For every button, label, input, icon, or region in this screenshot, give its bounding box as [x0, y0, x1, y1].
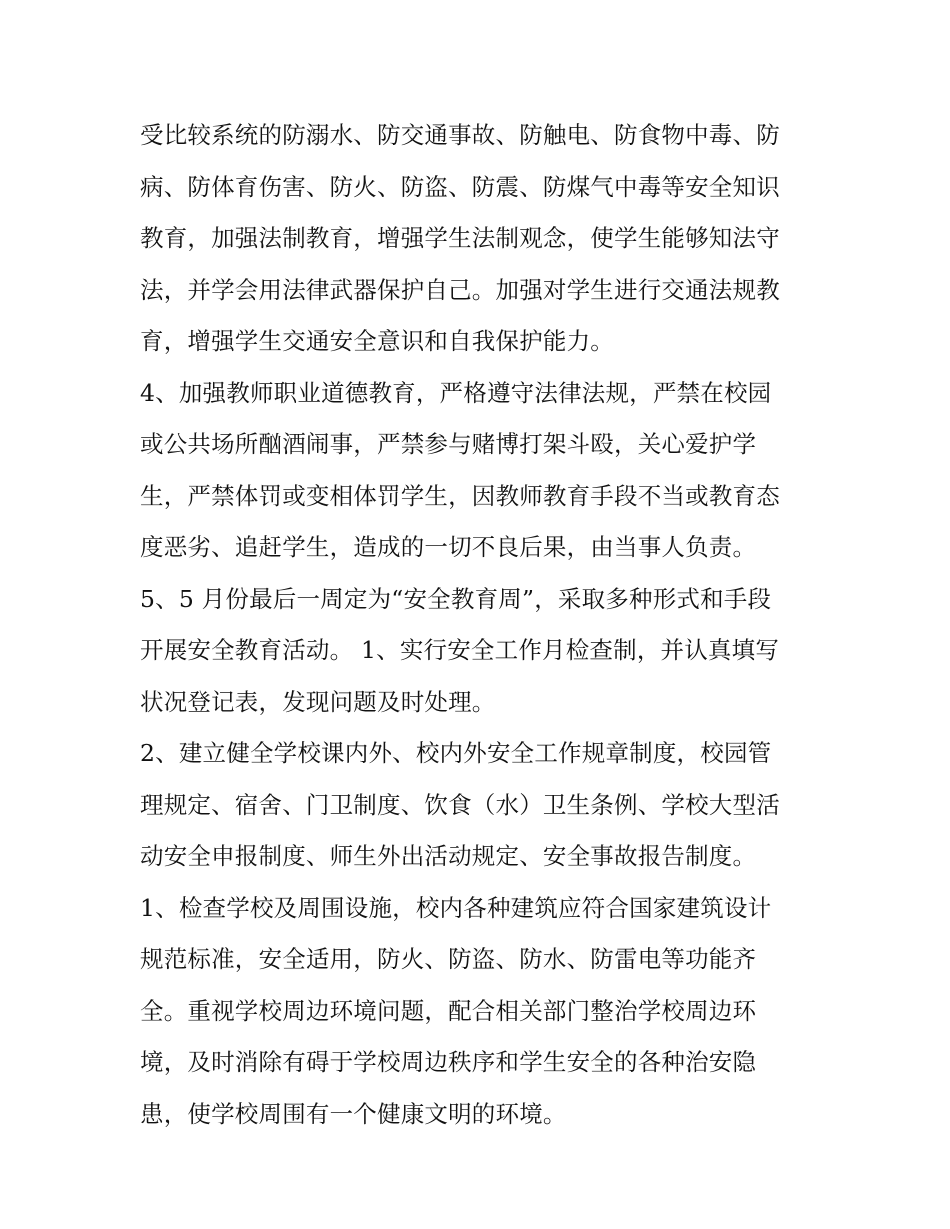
text-line: 育，增强学生交通安全意识和自我保护能力。 — [140, 327, 614, 355]
text-line: 度恶劣、追赶学生，造成的一切不良后果，由当事人负责。 — [140, 533, 757, 561]
text-line: 2、建立健全学校课内外、校内外安全工作规章制度，校园管 — [140, 739, 772, 767]
text-line: 全。重视学校周边环境问题，配合相关部门整治学校周边环 — [140, 996, 757, 1025]
text-line: 规范标准，安全适用，防火、防盗、防水、防雷电等功能齐 — [140, 945, 757, 973]
text-line: 5、5 月份最后一周定为“安全教育周”，采取多种形式和手段 — [140, 584, 772, 613]
text-line: 病、防体育伤害、防火、防盗、防震、防煤气中毒等安全知识 — [140, 172, 780, 201]
text-line: 受比较系统的防溺水、防交通事故、防触电、防食物中毒、防 — [140, 121, 780, 149]
text-line: 患，使学校周围有一个健康文明的环境。 — [140, 1099, 567, 1128]
text-line: 生，严禁体罚或变相体罚学生，因教师教育手段不当或教育态 — [140, 481, 780, 510]
text-line: 教育，加强法制教育，增强学生法制观念，使学生能够知法守 — [140, 224, 780, 252]
text-line: 法，并学会用法律武器保护自己。加强对学生进行交通法规教 — [140, 275, 780, 304]
text-line: 或公共场所酗酒闹事，严禁参与赌博打架斗殴，关心爱护学 — [140, 430, 757, 458]
text-line: 动安全申报制度、师生外出活动规定、安全事故报告制度。 — [140, 842, 757, 870]
text-line: 理规定、宿舍、门卫制度、饮食（水）卫生条例、学校大型活 — [140, 790, 780, 819]
text-line: 1、检查学校及周围设施，校内各种建筑应符合国家建筑设计 — [140, 893, 772, 922]
text-line: 状况登记表，发现问题及时处理。 — [140, 687, 496, 716]
body-text — [140, 110, 820, 1140]
text-line: 4、加强教师职业道德教育，严格遵守法律法规，严禁在校园 — [140, 378, 772, 407]
text-line: 开展安全教育活动。 1、实行安全工作月检查制，并认真填写 — [140, 636, 780, 664]
text-line: 境，及时消除有碍于学校周边秩序和学生安全的各种治安隐 — [140, 1048, 757, 1076]
